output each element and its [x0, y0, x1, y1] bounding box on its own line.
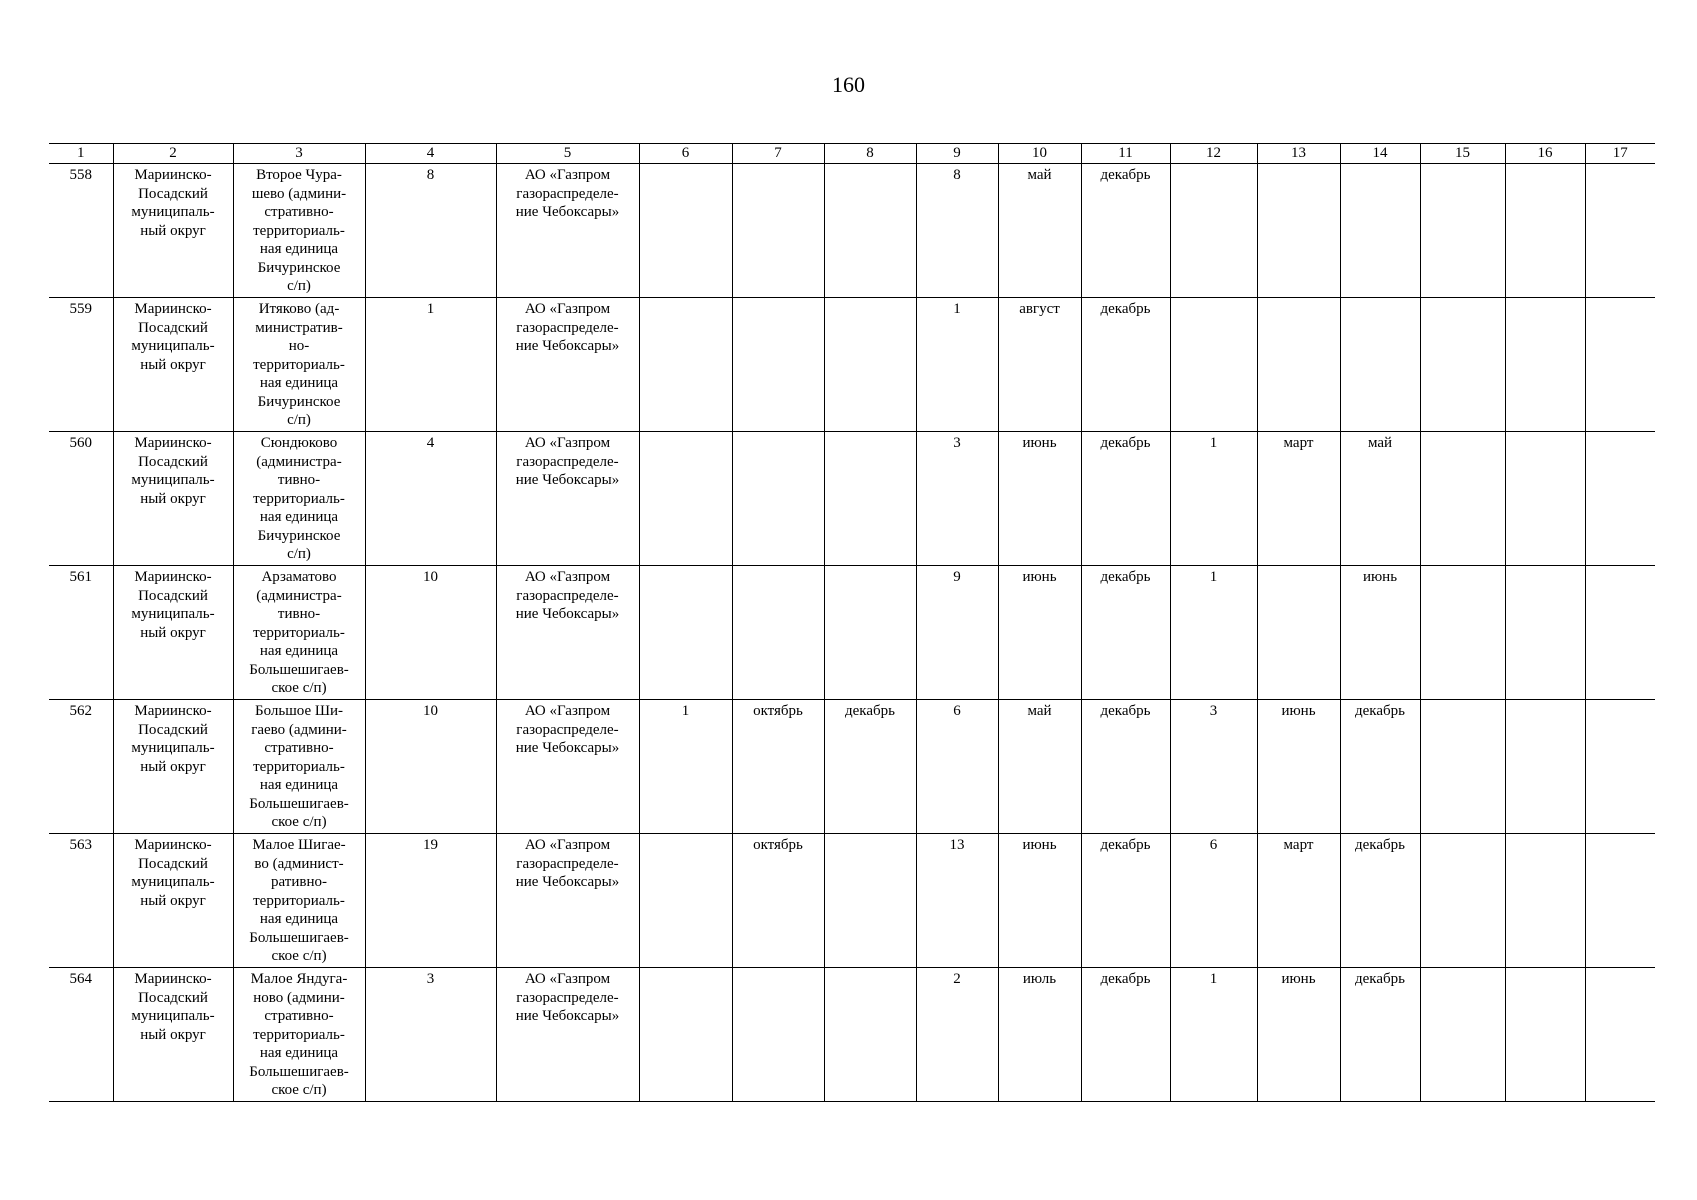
column-header: 10 [998, 144, 1081, 164]
count-cell: 4 [365, 432, 496, 566]
table-cell [1585, 432, 1655, 566]
count-cell: 1 [365, 298, 496, 432]
table-row [49, 834, 1655, 968]
table-cell [1585, 834, 1655, 968]
table-cell [1505, 834, 1585, 968]
table-cell [639, 432, 732, 566]
district-cell: Мариинско- Посадский муниципаль- ный округ [113, 968, 233, 1102]
table-cell: июнь [998, 834, 1081, 968]
row-number-cell: 561 [49, 566, 113, 700]
table-cell: 1 [1170, 432, 1257, 566]
table-cell [1420, 164, 1505, 298]
table-cell [824, 164, 916, 298]
table-cell [1585, 566, 1655, 700]
row-number-cell: 563 [49, 834, 113, 968]
table-cell: июнь [1340, 566, 1420, 700]
table-cell: декабрь [1340, 834, 1420, 968]
table-cell [639, 834, 732, 968]
organization-cell: АО «Газпром газораспределе- ние Чебоксары» [496, 164, 639, 298]
column-header: 16 [1505, 144, 1585, 164]
column-header: 17 [1585, 144, 1655, 164]
row-number-cell: 560 [49, 432, 113, 566]
settlement-cell: Малое Шигае- во (админист- ративно- территориаль- ная единица Большешигаев- ское с/п) [233, 834, 365, 968]
table-cell [1257, 164, 1340, 298]
column-header: 3 [233, 144, 365, 164]
table-row [49, 298, 1655, 432]
table-cell [1420, 298, 1505, 432]
table-cell: октябрь [732, 834, 824, 968]
table-row [49, 968, 1655, 1102]
schedule-table [49, 143, 1655, 1102]
district-cell: Мариинско- Посадский муниципаль- ный округ [113, 700, 233, 834]
table-cell [1257, 566, 1340, 700]
column-header: 13 [1257, 144, 1340, 164]
table-cell: 8 [916, 164, 998, 298]
column-header: 4 [365, 144, 496, 164]
column-header: 2 [113, 144, 233, 164]
count-cell: 3 [365, 968, 496, 1102]
table-cell: март [1257, 834, 1340, 968]
district-cell: Мариинско- Посадский муниципаль- ный округ [113, 566, 233, 700]
table-cell [732, 164, 824, 298]
column-header: 1 [49, 144, 113, 164]
settlement-cell: Большое Ши- гаево (админи- стративно- территориаль- ная единица Большешигаев- ское с/п) [233, 700, 365, 834]
table-cell [1585, 164, 1655, 298]
table-cell [1340, 164, 1420, 298]
table-cell [1420, 566, 1505, 700]
table-cell: 1 [1170, 566, 1257, 700]
table-cell: май [1340, 432, 1420, 566]
settlement-cell: Арзаматово (администра- тивно- территориаль- ная единица Большешигаев- ское с/п) [233, 566, 365, 700]
table-cell [824, 566, 916, 700]
table-cell: декабрь [824, 700, 916, 834]
table-cell [1585, 700, 1655, 834]
table-cell [824, 432, 916, 566]
table-cell [1420, 432, 1505, 566]
table-cell [824, 834, 916, 968]
table-cell [1505, 700, 1585, 834]
table-cell: 13 [916, 834, 998, 968]
table-cell: 6 [916, 700, 998, 834]
table-cell [1585, 968, 1655, 1102]
table-cell: декабрь [1081, 834, 1170, 968]
table-cell [639, 566, 732, 700]
table-cell [1170, 298, 1257, 432]
table-cell: август [998, 298, 1081, 432]
row-number-cell: 564 [49, 968, 113, 1102]
table-cell: июнь [998, 566, 1081, 700]
table-cell [732, 298, 824, 432]
count-cell: 8 [365, 164, 496, 298]
table-cell: декабрь [1081, 700, 1170, 834]
column-header: 5 [496, 144, 639, 164]
row-number-cell: 562 [49, 700, 113, 834]
table-cell [1420, 968, 1505, 1102]
table-cell [1257, 298, 1340, 432]
column-header: 12 [1170, 144, 1257, 164]
table-cell: октябрь [732, 700, 824, 834]
count-cell: 10 [365, 700, 496, 834]
table-cell [1505, 164, 1585, 298]
row-number-cell: 559 [49, 298, 113, 432]
district-cell: Мариинско- Посадский муниципаль- ный округ [113, 298, 233, 432]
table-cell: 3 [916, 432, 998, 566]
column-header: 8 [824, 144, 916, 164]
table-cell [1505, 432, 1585, 566]
table-cell: 1 [916, 298, 998, 432]
settlement-cell: Малое Яндуга- ново (админи- стративно- территориаль- ная единица Большешигаев- ское с/п) [233, 968, 365, 1102]
table-cell: 1 [1170, 968, 1257, 1102]
table-cell: 2 [916, 968, 998, 1102]
district-cell: Мариинско- Посадский муниципаль- ный округ [113, 834, 233, 968]
page-number: 160 [832, 72, 865, 97]
table-cell: декабрь [1081, 298, 1170, 432]
table-cell [1340, 298, 1420, 432]
table-cell: июнь [1257, 968, 1340, 1102]
organization-cell: АО «Газпром газораспределе- ние Чебоксары» [496, 566, 639, 700]
table-cell: 3 [1170, 700, 1257, 834]
table-cell [732, 432, 824, 566]
table-cell: июнь [1257, 700, 1340, 834]
organization-cell: АО «Газпром газораспределе- ние Чебоксары» [496, 432, 639, 566]
table-cell [1420, 700, 1505, 834]
table-cell [639, 164, 732, 298]
table-cell: декабрь [1081, 164, 1170, 298]
table-cell: 9 [916, 566, 998, 700]
table-cell [732, 566, 824, 700]
organization-cell: АО «Газпром газораспределе- ние Чебоксары» [496, 298, 639, 432]
table-cell: декабрь [1081, 968, 1170, 1102]
column-header: 7 [732, 144, 824, 164]
table-cell [1170, 164, 1257, 298]
table-cell [824, 968, 916, 1102]
table-cell [1505, 566, 1585, 700]
table-cell: июль [998, 968, 1081, 1102]
organization-cell: АО «Газпром газораспределе- ние Чебоксары» [496, 834, 639, 968]
column-header: 15 [1420, 144, 1505, 164]
table-cell: март [1257, 432, 1340, 566]
column-number-row [49, 144, 1655, 164]
table-row [49, 164, 1655, 298]
column-header: 11 [1081, 144, 1170, 164]
table-cell [1585, 298, 1655, 432]
table-cell [1420, 834, 1505, 968]
table-cell [1505, 298, 1585, 432]
table-row [49, 566, 1655, 700]
organization-cell: АО «Газпром газораспределе- ние Чебоксары» [496, 968, 639, 1102]
table-cell: май [998, 700, 1081, 834]
table-cell: май [998, 164, 1081, 298]
table-cell [639, 298, 732, 432]
settlement-cell: Второе Чура- шево (админи- стративно- территориаль- ная единица Бичуринское с/п) [233, 164, 365, 298]
table-row [49, 432, 1655, 566]
table-cell [639, 968, 732, 1102]
table-cell: 6 [1170, 834, 1257, 968]
table-cell [1505, 968, 1585, 1102]
settlement-cell: Сюндюково (администра- тивно- территориаль- ная единица Бичуринское с/п) [233, 432, 365, 566]
table-cell: 1 [639, 700, 732, 834]
column-header: 14 [1340, 144, 1420, 164]
district-cell: Мариинско- Посадский муниципаль- ный округ [113, 164, 233, 298]
column-header: 9 [916, 144, 998, 164]
settlement-cell: Итяково (ад- министратив- но- территориаль- ная единица Бичуринское с/п) [233, 298, 365, 432]
table-cell: июнь [998, 432, 1081, 566]
column-header: 6 [639, 144, 732, 164]
table-cell [732, 968, 824, 1102]
organization-cell: АО «Газпром газораспределе- ние Чебоксары» [496, 700, 639, 834]
count-cell: 19 [365, 834, 496, 968]
table-cell: декабрь [1081, 566, 1170, 700]
table-cell: декабрь [1340, 968, 1420, 1102]
district-cell: Мариинско- Посадский муниципаль- ный округ [113, 432, 233, 566]
table-row [49, 700, 1655, 834]
table-cell: декабрь [1081, 432, 1170, 566]
count-cell: 10 [365, 566, 496, 700]
row-number-cell: 558 [49, 164, 113, 298]
table-cell [824, 298, 916, 432]
table-cell: декабрь [1340, 700, 1420, 834]
